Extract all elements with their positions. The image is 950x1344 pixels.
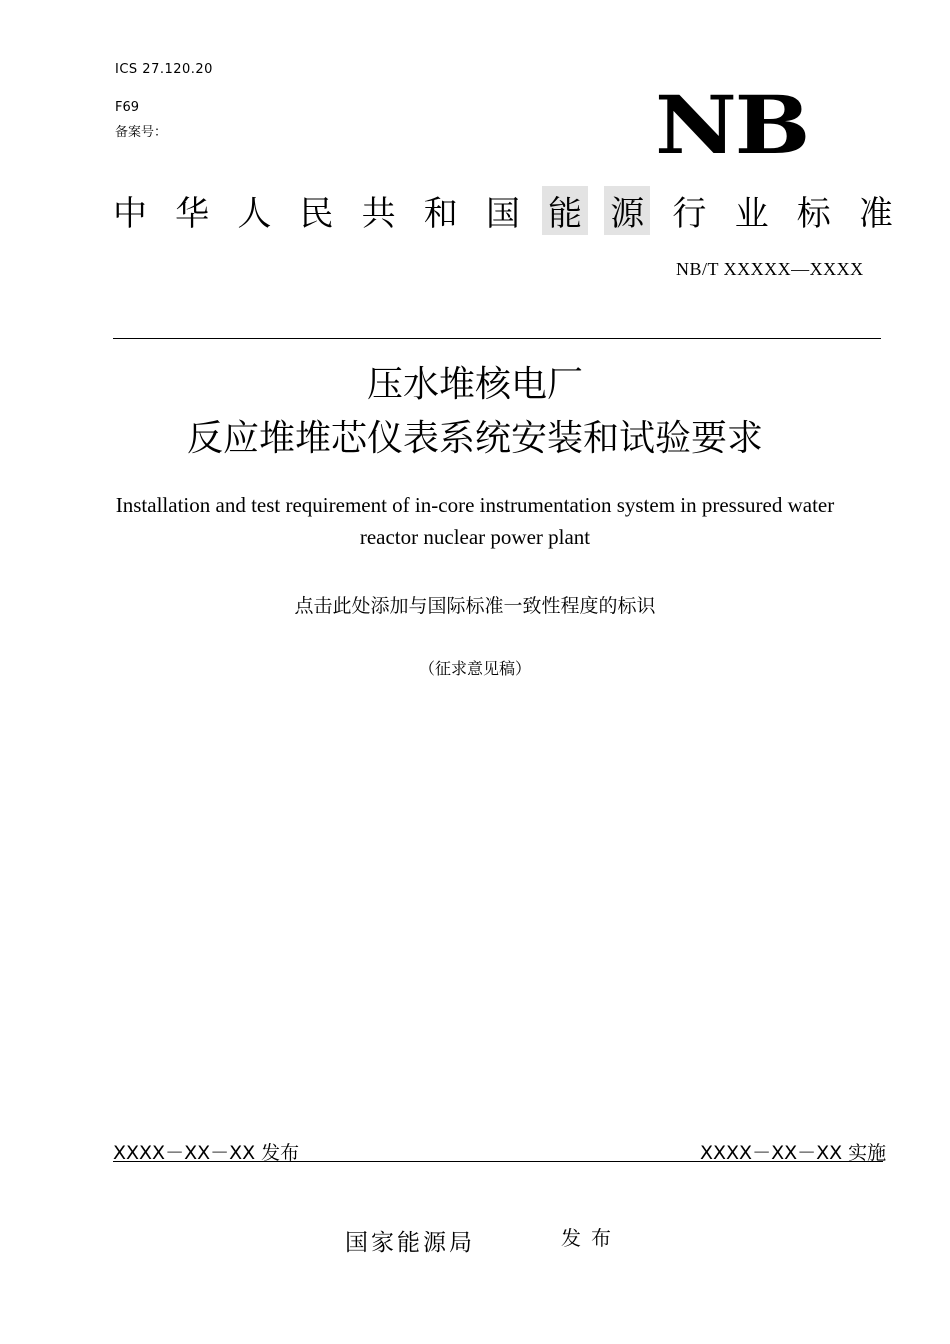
filing-number-label: 备案号： [115, 125, 168, 140]
title-char: 人 [237, 194, 272, 234]
consistency-placeholder[interactable]: 点击此处添加与国际标准一致性程度的标识 [294, 595, 656, 617]
title-char: 业 [734, 194, 769, 234]
ics-code: ICS 27.120.20 [115, 62, 213, 77]
top-divider [113, 338, 881, 339]
title-char-highlighted[interactable]: 能 [542, 186, 588, 235]
english-title-line-1: Installation and test requirement of in-core instrumentation system in pressured water [115, 493, 835, 517]
publish-date: XXXX－XX－XX 发布 [113, 1142, 300, 1164]
draft-status: （征求意见稿） [418, 659, 531, 678]
implement-date: XXXX－XX－XX 实施 [700, 1142, 887, 1164]
title-char: 标 [796, 194, 831, 234]
title-char: 中 [113, 194, 147, 234]
title-char: 华 [175, 194, 210, 234]
title-char: 准 [858, 194, 893, 234]
chinese-title-line-1: 压水堆核电厂 [366, 364, 583, 405]
title-char: 行 [672, 194, 707, 234]
title-char: 国 [485, 194, 520, 234]
issuing-authority: 国家能源局 [345, 1230, 475, 1256]
standard-number: NB/T XXXXX—XXXX [676, 259, 864, 279]
ccs-code: F69 [115, 100, 140, 115]
standard-category-title [113, 186, 893, 235]
title-char: 共 [361, 194, 396, 234]
title-char-highlighted[interactable]: 源 [604, 186, 650, 235]
english-title [80, 489, 870, 553]
bottom-divider [113, 1161, 883, 1162]
title-char: 民 [299, 194, 334, 234]
nb-logo: NB [655, 78, 809, 172]
chinese-title-line-2: 反应堆堆芯仪表系统安装和试验要求 [186, 418, 763, 459]
english-title-line-2: reactor nuclear power plant [359, 525, 591, 549]
issue-label: 发布 [561, 1226, 621, 1250]
title-char: 和 [423, 194, 458, 234]
